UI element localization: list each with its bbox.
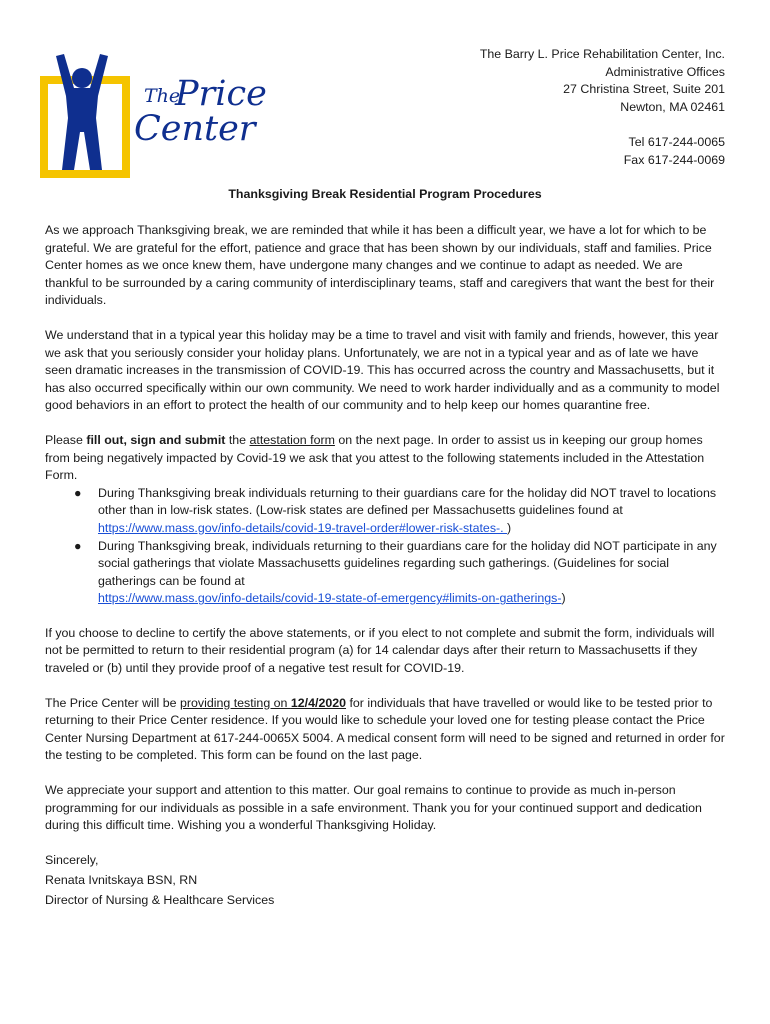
street: 27 Christina Street, Suite 201 bbox=[563, 82, 725, 97]
letter-body bbox=[45, 222, 725, 912]
paragraph-attestation: Please fill out, sign and submit the attestation form on the next page. In order to assist us in keeping our group homes from being negatively impacted by Covid-19 we ask that you attest to the following statements included in the Attestation Form. ● During Thanksgiving break individuals returning to their guardians care for the holiday did NOT travel to locations other than in low-risk states. (Low-risk states are defined per Massachusetts guidelines found at https://www.mass.gov/info-details/covid-19-travel-order#lower-risk-states-. ) ● During Thanksgiving break, individuals returning to their guardians care for the holiday did NOT participate in any social gatherings that violate Massachusetts guidelines regarding such gatherings. (Guidelines for social gatherings can be found at https://www.mass.gov/info-details/covid-19-state-of-emergency#limits-on-gatherings-) bbox=[45, 432, 725, 608]
paragraph-closing: We appreciate your support and attention to this matter. Our goal remains to continue to provide as much in-person programming for our individuals as possible in a safe environment. Thank you for your continued support and dedication during this difficult time. Wishing you a wonderful Thanksgiving Holiday. bbox=[45, 783, 702, 833]
bullet-icon: ● bbox=[74, 485, 82, 500]
telephone: Tel 617-244-0065 bbox=[628, 134, 725, 149]
list-item: ● During Thanksgiving break, individuals returning to their guardians care for the holiday did NOT participate in any social gatherings that violate Massachusetts guidelines regarding such gatherings. (Guidelines for social gatherings can be found at https://www.mass.gov/info-details/covid-19-state-of-emergency#limits-on-gatherings-) bbox=[74, 538, 717, 606]
logo-price: Price bbox=[175, 74, 267, 114]
signer-name: Renata Ivnitskaya BSN, RN bbox=[45, 872, 198, 887]
signature-block bbox=[45, 852, 725, 912]
price-center-logo bbox=[40, 52, 270, 180]
paragraph-decline: If you choose to decline to certify the above statements, or if you elect to not complete and submit the form, individuals will not be permitted to return to their residential program (a) for 14 calendar days after their return to Massachusetts if they traveled or (b) until they provide proof of a negative test result for COVID-19. bbox=[45, 625, 715, 676]
logo-figure-icon bbox=[40, 52, 140, 180]
fax: Fax 617-244-0069 bbox=[623, 152, 725, 167]
department: Administrative Offices bbox=[605, 64, 725, 79]
travel-order-link[interactable]: https://www.mass.gov/info-details/covid-19-travel-order#lower-risk-states-. bbox=[98, 520, 508, 535]
letterhead-address bbox=[480, 46, 725, 169]
org-name: The Barry L. Price Rehabilitation Center, Inc. bbox=[479, 47, 725, 61]
testing-date: 12/4/2020 bbox=[290, 695, 347, 710]
paragraph-intro: As we approach Thanksgiving break, we are reminded that while it has been a difficult year, we have a lot for which to be grateful. We are grateful for the effort, patience and grace that has been shown by our individuals, staff and families. Price Center homes as we once knew them, have undergone many changes and we continue to adapt as needed. We are thankful to be surrounded by a caring community of interdisciplinary teams, staff and caregivers that want the best for their individuals. bbox=[45, 223, 715, 308]
gatherings-link[interactable]: https://www.mass.gov/info-details/covid-19-state-of-emergency#limits-on-gatherings- bbox=[98, 591, 562, 606]
paragraph-travel: We understand that in a typical year this holiday may be a time to travel and visit with family and friends, however, this year we ask that you seriously consider your holiday plans. Unfortunately, we are not in a typical year and as of late we have seen dramatic increases in the transmission of COVID-19. This has occurred across the country and Massachusetts, but it has also occurred specifically within our own community. We need to work harder individually and as a community to model good behaviors in an effort to protect the health of our community and to help keep our homes quarantine free. bbox=[45, 327, 720, 413]
attestation-list bbox=[45, 485, 725, 608]
logo-the: The bbox=[144, 85, 181, 107]
attestation-form-link[interactable]: attestation form bbox=[249, 432, 335, 447]
closing: Sincerely, bbox=[45, 852, 99, 867]
list-item: ● During Thanksgiving break individuals returning to their guardians care for the holiday did NOT travel to locations other than in low-risk states. (Low-risk states are defined per Massachusetts guidelines found at https://www.mass.gov/info-details/covid-19-travel-order#lower-risk-states-. ) bbox=[74, 485, 717, 535]
emphasis-instruction: fill out, sign and submit bbox=[86, 432, 226, 447]
city: Newton, MA 02461 bbox=[620, 99, 725, 114]
logo-center: Center bbox=[134, 109, 256, 149]
document-title: Thanksgiving Break Residential Program Procedures bbox=[228, 187, 542, 201]
bullet-icon: ● bbox=[74, 538, 82, 553]
signer-role: Director of Nursing & Healthcare Services bbox=[45, 892, 275, 907]
paragraph-testing: The Price Center will be providing testing on 12/4/2020 for individuals that have travelled or would like to be tested prior to returning to their Price Center residence. If you would like to schedule your loved one for testing please contact the Price Center Nursing Department at 617-244-0065X 5004. A medical consent form will need to be signed and returned in order for the testing to be completed. This form can be found on the last page. bbox=[45, 695, 725, 763]
